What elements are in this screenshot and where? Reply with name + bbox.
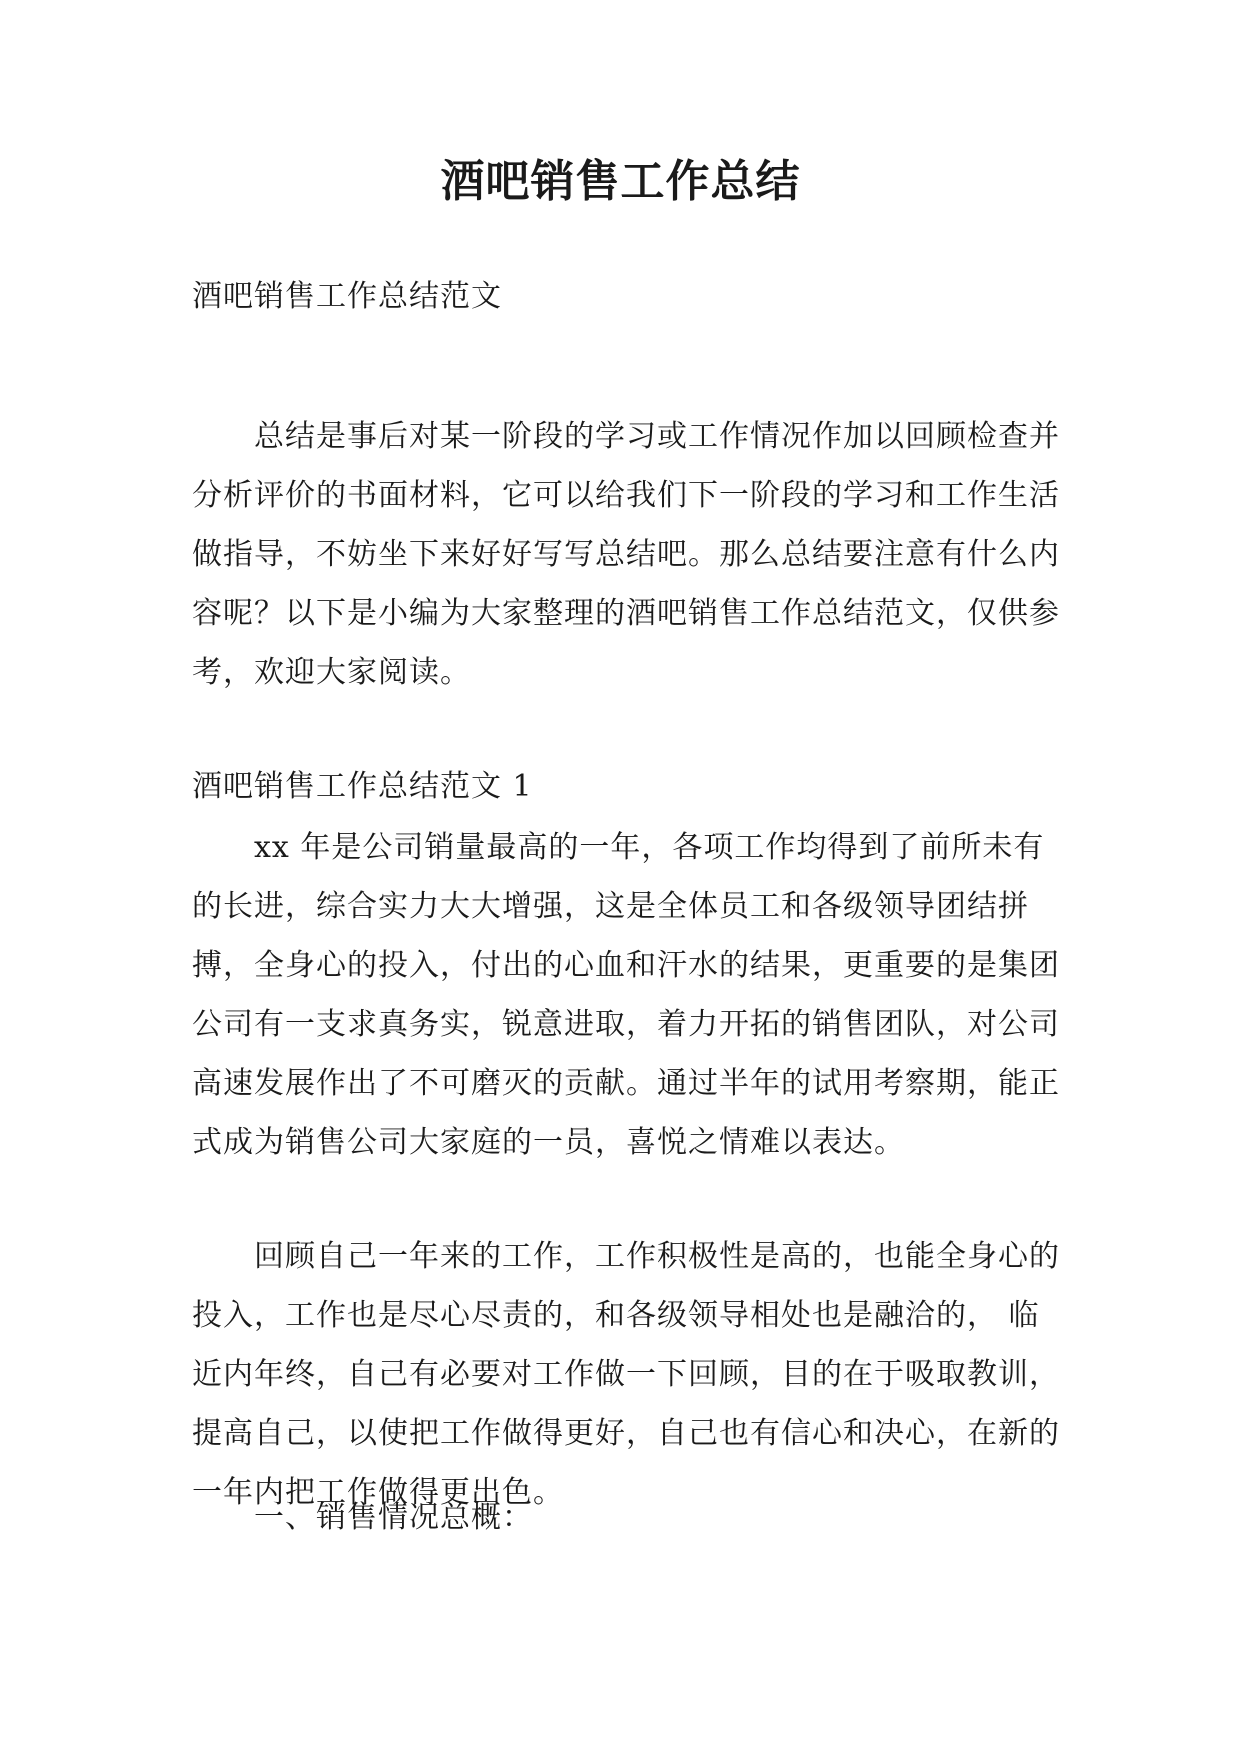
section-title: 酒吧销售工作总结范文 1 [192,769,533,804]
section-heading-1: 一、销售情况总概： [254,1500,533,1535]
document-title: 酒吧销售工作总结 [440,156,801,207]
body-paragraph-2: 回顾自己一年来的工作，工作积极性是高的，也能全身心的投入，工作也是尽心尽责的，和各级领导相处也是融洽的， 临近内年终，自己有必要对工作做一下回顾，目的在于吸取教训，提高自己，以使把工作做得更好，自己也有信心和决心，在新的一年内把工作做得更出色。 [192,1239,1060,1510]
document-subtitle: 酒吧销售工作总结范文 [192,279,502,314]
body-paragraph-1: xx 年是公司销量最高的一年，各项工作均得到了前所未有的长进，综合实力大大增强，这是全体员工和各级领导团结拼搏，全身心的投入，付出的心血和汗水的结果，更重要的是集团公司有一支求真务实，锐意进取，着力开拓的销售团队，对公司高速发展作出了不可磨灭的贡献。通过半年的试用考察期，能正式成为销售公司大家庭的一员，喜悦之情难以表达。 [192,830,1060,1160]
intro-paragraph: 总结是事后对某一阶段的学习或工作情况作加以回顾检查并分析评价的书面材料，它可以给我们下一阶段的学习和工作生活做指导，不妨坐下来好好写写总结吧。那么总结要注意有什么内容呢？以下是小编为大家整理的酒吧销售工作总结范文，仅供参考，欢迎大家阅读。 [192,419,1060,690]
